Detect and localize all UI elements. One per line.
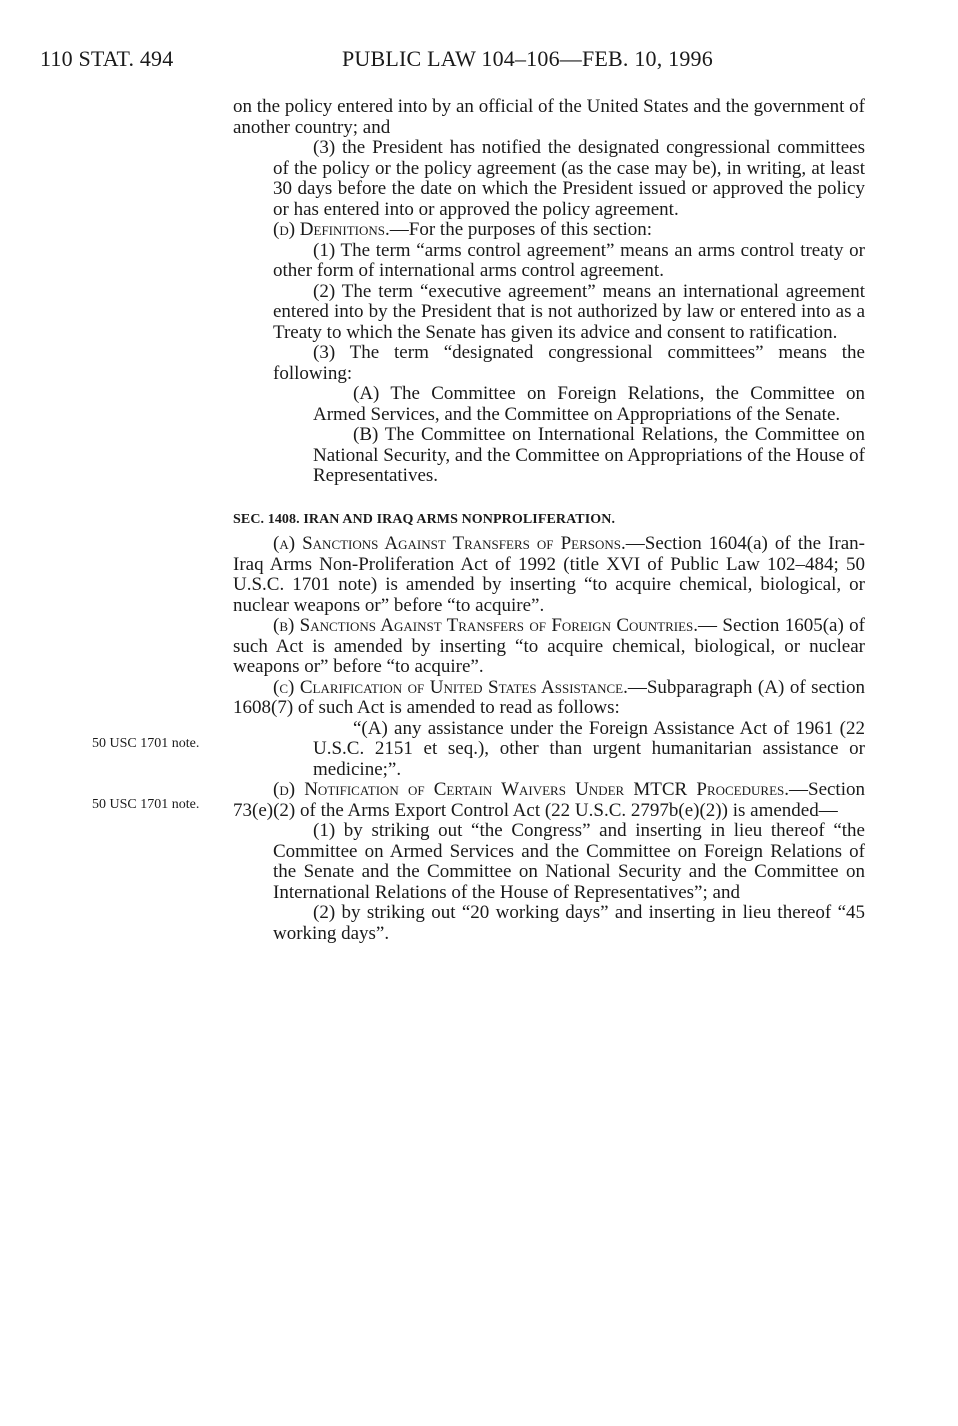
paragraph: (2) by striking out “20 working days” and inserting in lieu thereof “45 working days”. bbox=[273, 902, 865, 944]
paragraph: (3) The term “designated congressional committees” means the following: bbox=[273, 342, 865, 384]
statute-page-number: 110 STAT. 494 bbox=[40, 46, 174, 71]
subsection-text: —Section 73(e)(2) of the Arms Export Control Act (22 U.S.C. 2797b(e)(2)) is amended— bbox=[233, 779, 865, 821]
paragraph: (3) the President has notified the designated congressional committees of the policy or the policy agreement (as the case may be), in writing, at least 30 days before the date on which the President issued or approved the policy or has entered into or approved the policy agreement. bbox=[273, 137, 865, 220]
subsection-caption: (b) Sanctions Against Transfers of Foreign Countries. bbox=[273, 615, 699, 636]
subsection-text: —For the purposes of this section: bbox=[389, 219, 653, 240]
subsection-d bbox=[233, 220, 865, 241]
subsection-d bbox=[233, 780, 865, 821]
paragraph: (1) The term “arms control agreement” means an arms control treaty or other form of international arms control agreement. bbox=[273, 239, 865, 281]
margin-note: 50 USC 1701 note. bbox=[92, 797, 200, 812]
subsection-a bbox=[233, 534, 865, 616]
body-text bbox=[233, 97, 865, 944]
subsection-caption: (d) Notification of Certain Waivers Under MTCR Procedures. bbox=[273, 779, 789, 800]
subsection-text: —Section 1604(a) of the Iran-Iraq Arms Non-Proliferation Act of 1992 (title XVI of Public Law 102–484; 50 U.S.C. 1701 note) is amended by inserting “to acquire chemical, biological, or nuclear weapons or” before “to acquire”. bbox=[233, 533, 865, 616]
subsection-b bbox=[233, 616, 865, 678]
subparagraph: (A) The Committee on Foreign Relations, the Committee on Armed Services, and the Committee on Appropriations of the Senate. bbox=[313, 383, 865, 425]
subparagraph: (B) The Committee on International Relations, the Committee on National Security, and the Committee on Appropriations of the House of Representatives. bbox=[313, 424, 865, 486]
subsection-caption: (c) Clarification of United States Assistance. bbox=[273, 676, 628, 698]
running-head: PUBLIC LAW 104–106—FEB. 10, 1996 bbox=[342, 46, 713, 71]
subsection-text: — Section 1605(a) of such Act is amended by inserting “to acquire chemical, biological, or nuclear weapons or” before “to acquire”. bbox=[233, 615, 865, 677]
margin-note: 50 USC 1701 note. bbox=[92, 736, 200, 751]
section-heading: SEC. 1408. IRAN AND IRAQ ARMS NONPROLIFERATION. bbox=[233, 511, 616, 527]
paragraph: (1) by striking out “the Congress” and inserting in lieu thereof “the Committee on Armed Services and the Committee on Foreign Relations of the Senate and the Committee on National Security and the Committee on International Relations of the House of Representatives”; and bbox=[273, 820, 865, 903]
paragraph: (2) The term “executive agreement” means an international agreement entered into by the President that is not authorized by law or entered into as a Treaty to which the Senate has given its advice and consent to ratification. bbox=[273, 280, 865, 343]
subsection-caption: (d) Definitions. bbox=[273, 219, 390, 240]
subsection-text: —Subparagraph (A) of section 1608(7) of such Act is amended to read as follows: bbox=[233, 676, 866, 718]
subsection-c bbox=[233, 678, 865, 719]
quoted-text: “(A) any assistance under the Foreign Assistance Act of 1961 (22 U.S.C. 2151 et seq.), other than urgent humanitarian assistance or medicine;”. bbox=[313, 717, 865, 780]
subsection-caption: (a) Sanctions Against Transfers of Persons. bbox=[273, 533, 626, 554]
paragraph: on the policy entered into by an official of the United States and the government of another country; and bbox=[233, 96, 865, 138]
